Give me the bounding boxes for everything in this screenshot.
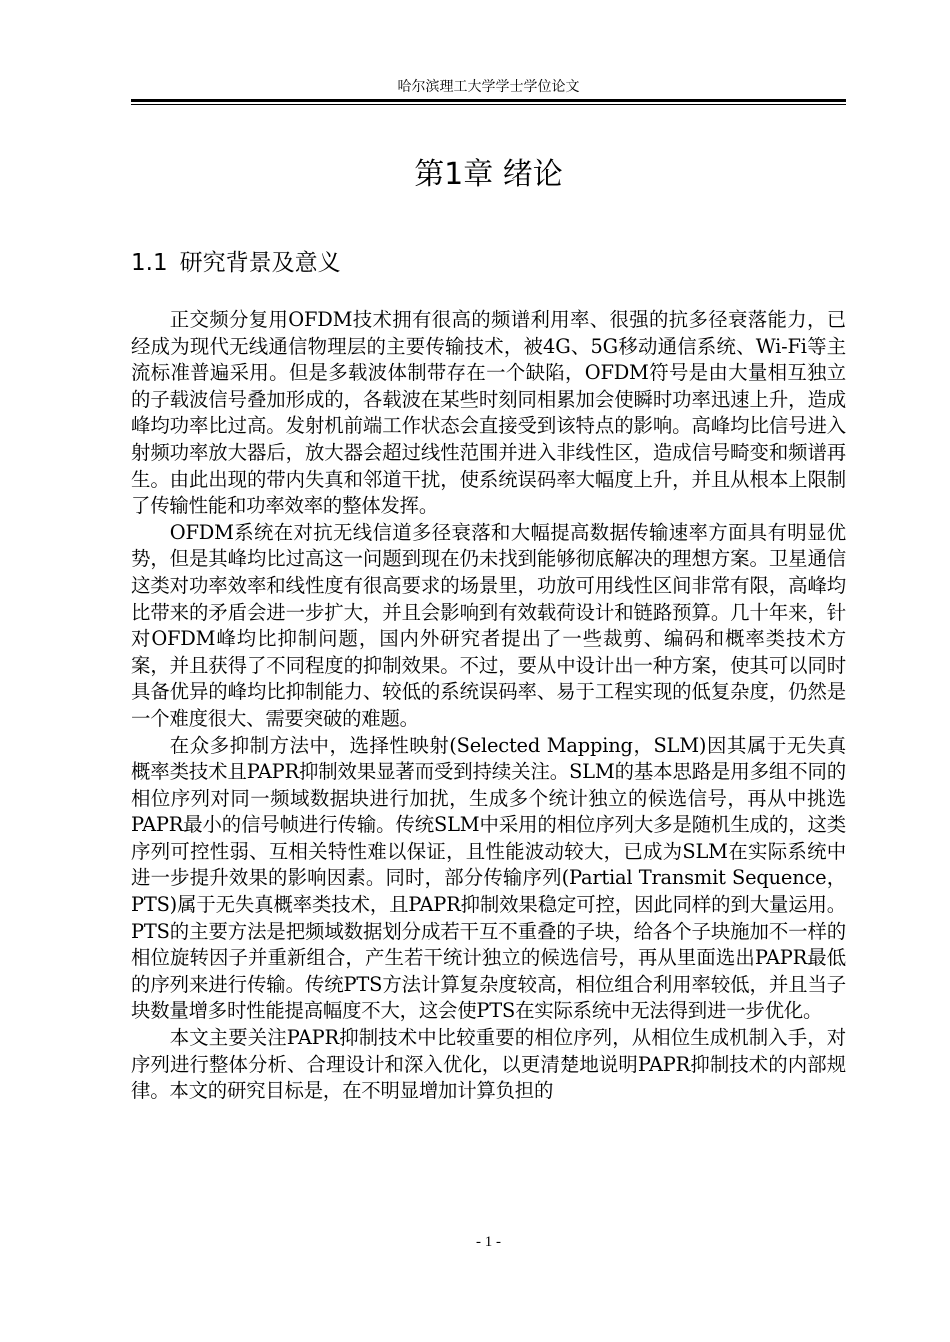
section-heading [131,243,846,283]
header-rule-thin [131,104,846,105]
page-number: - 1 - [476,1234,501,1250]
running-header: 哈尔滨理工大学学士学位论文 [397,79,580,95]
paragraph: OFDM系统在对抗无线信道多径衰落和大幅提高数据传输速率方面具有明显优势，但是其峰均比过高这一问题到现在仍未找到能够彻底解决的理想方案。卫星通信这类对功率效率和线性度有很高要求的场景里，功放可用线性区间非常有限，高峰均比带来的矛盾会进一步扩大，并且会影响到有效载荷设计和链路预算。几十年来，针对OFDM峰均比抑制问题，国内外研究者提出了一些裁剪、编码和概率类技术方案，并且获得了不同程度的抑制效果。不过，要从中设计出一种方案，使其可以同时具备优异的峰均比抑制能力、较低的系统误码率、易于工程实现的低复杂度，仍然是一个难度很大、需要突破的难题。 [131,520,846,730]
header-rule-thick [131,99,846,102]
paragraph: 在众多抑制方法中，选择性映射(Selected Mapping，SLM)因其属于无失真概率类技术且PAPR抑制效果显著而受到持续关注。SLM的基本思路是用多组不同的相位序列对同一频域数据块进行加扰，生成多个统计独立的候选信号，再从中挑选PAPR最小的信号帧进行传输。传统SLM中采用的相位序列大多是随机生成的，这类序列可控性弱、互相关特性难以保证，且性能波动较大，已成为SLM在实际系统中进一步提升效果的影响因素。同时，部分传输序列(Partial Transmit Sequence，PTS)属于无失真概率类技术，且PAPR抑制效果稳定可控，因此同样的到大量运用。PTS的主要方法是把频域数据划分成若干互不重叠的子块，给各个子块施加不一样的相位旋转因子并重新组合，产生若干统计独立的候选信号，再从里面选出PAPR最低的序列来进行传输。传统PTS方法计算复杂度较高，相位组合利用率较低，并且当子块数量增多时性能提高幅度不大，这会使PTS在实际系统中无法得到进一步优化。 [131,733,846,1023]
paragraph: 本文主要关注PAPR抑制技术中比较重要的相位序列，从相位生成机制入手，对序列进行整体分析、合理设计和深入优化，以更清楚地说明PAPR抑制技术的内部规律。本文的研究目标是，在不明显增加计算负担的 [131,1026,846,1103]
section-title: 研究背景及意义 [179,250,341,276]
chapter-title: 第1章 绪论 [414,157,563,192]
body-text [131,307,846,1105]
section-number: 1.1 [131,250,168,276]
paragraph: 正交频分复用OFDM技术拥有很高的频谱利用率、很强的抗多径衰落能力，已经成为现代无线通信物理层的主要传输技术，被4G、5G移动通信系统、Wi-Fi等主流标准普遍采用。但是多载波体制带存在一个缺陷，OFDM符号是由大量相互独立的子载波信号叠加形成的，各载波在某些时刻同相累加会使瞬时功率迅速上升，造成峰均功率比过高。发射机前端工作状态会直接受到该特点的影响。高峰均比信号进入射频功率放大器后，放大器会超过线性范围并进入非线性区，造成信号畸变和频谱再生。由此出现的带内失真和邻道干扰，使系统误码率大幅度上升，并且从根本上限制了传输性能和功率效率的整体发挥。 [131,308,846,518]
